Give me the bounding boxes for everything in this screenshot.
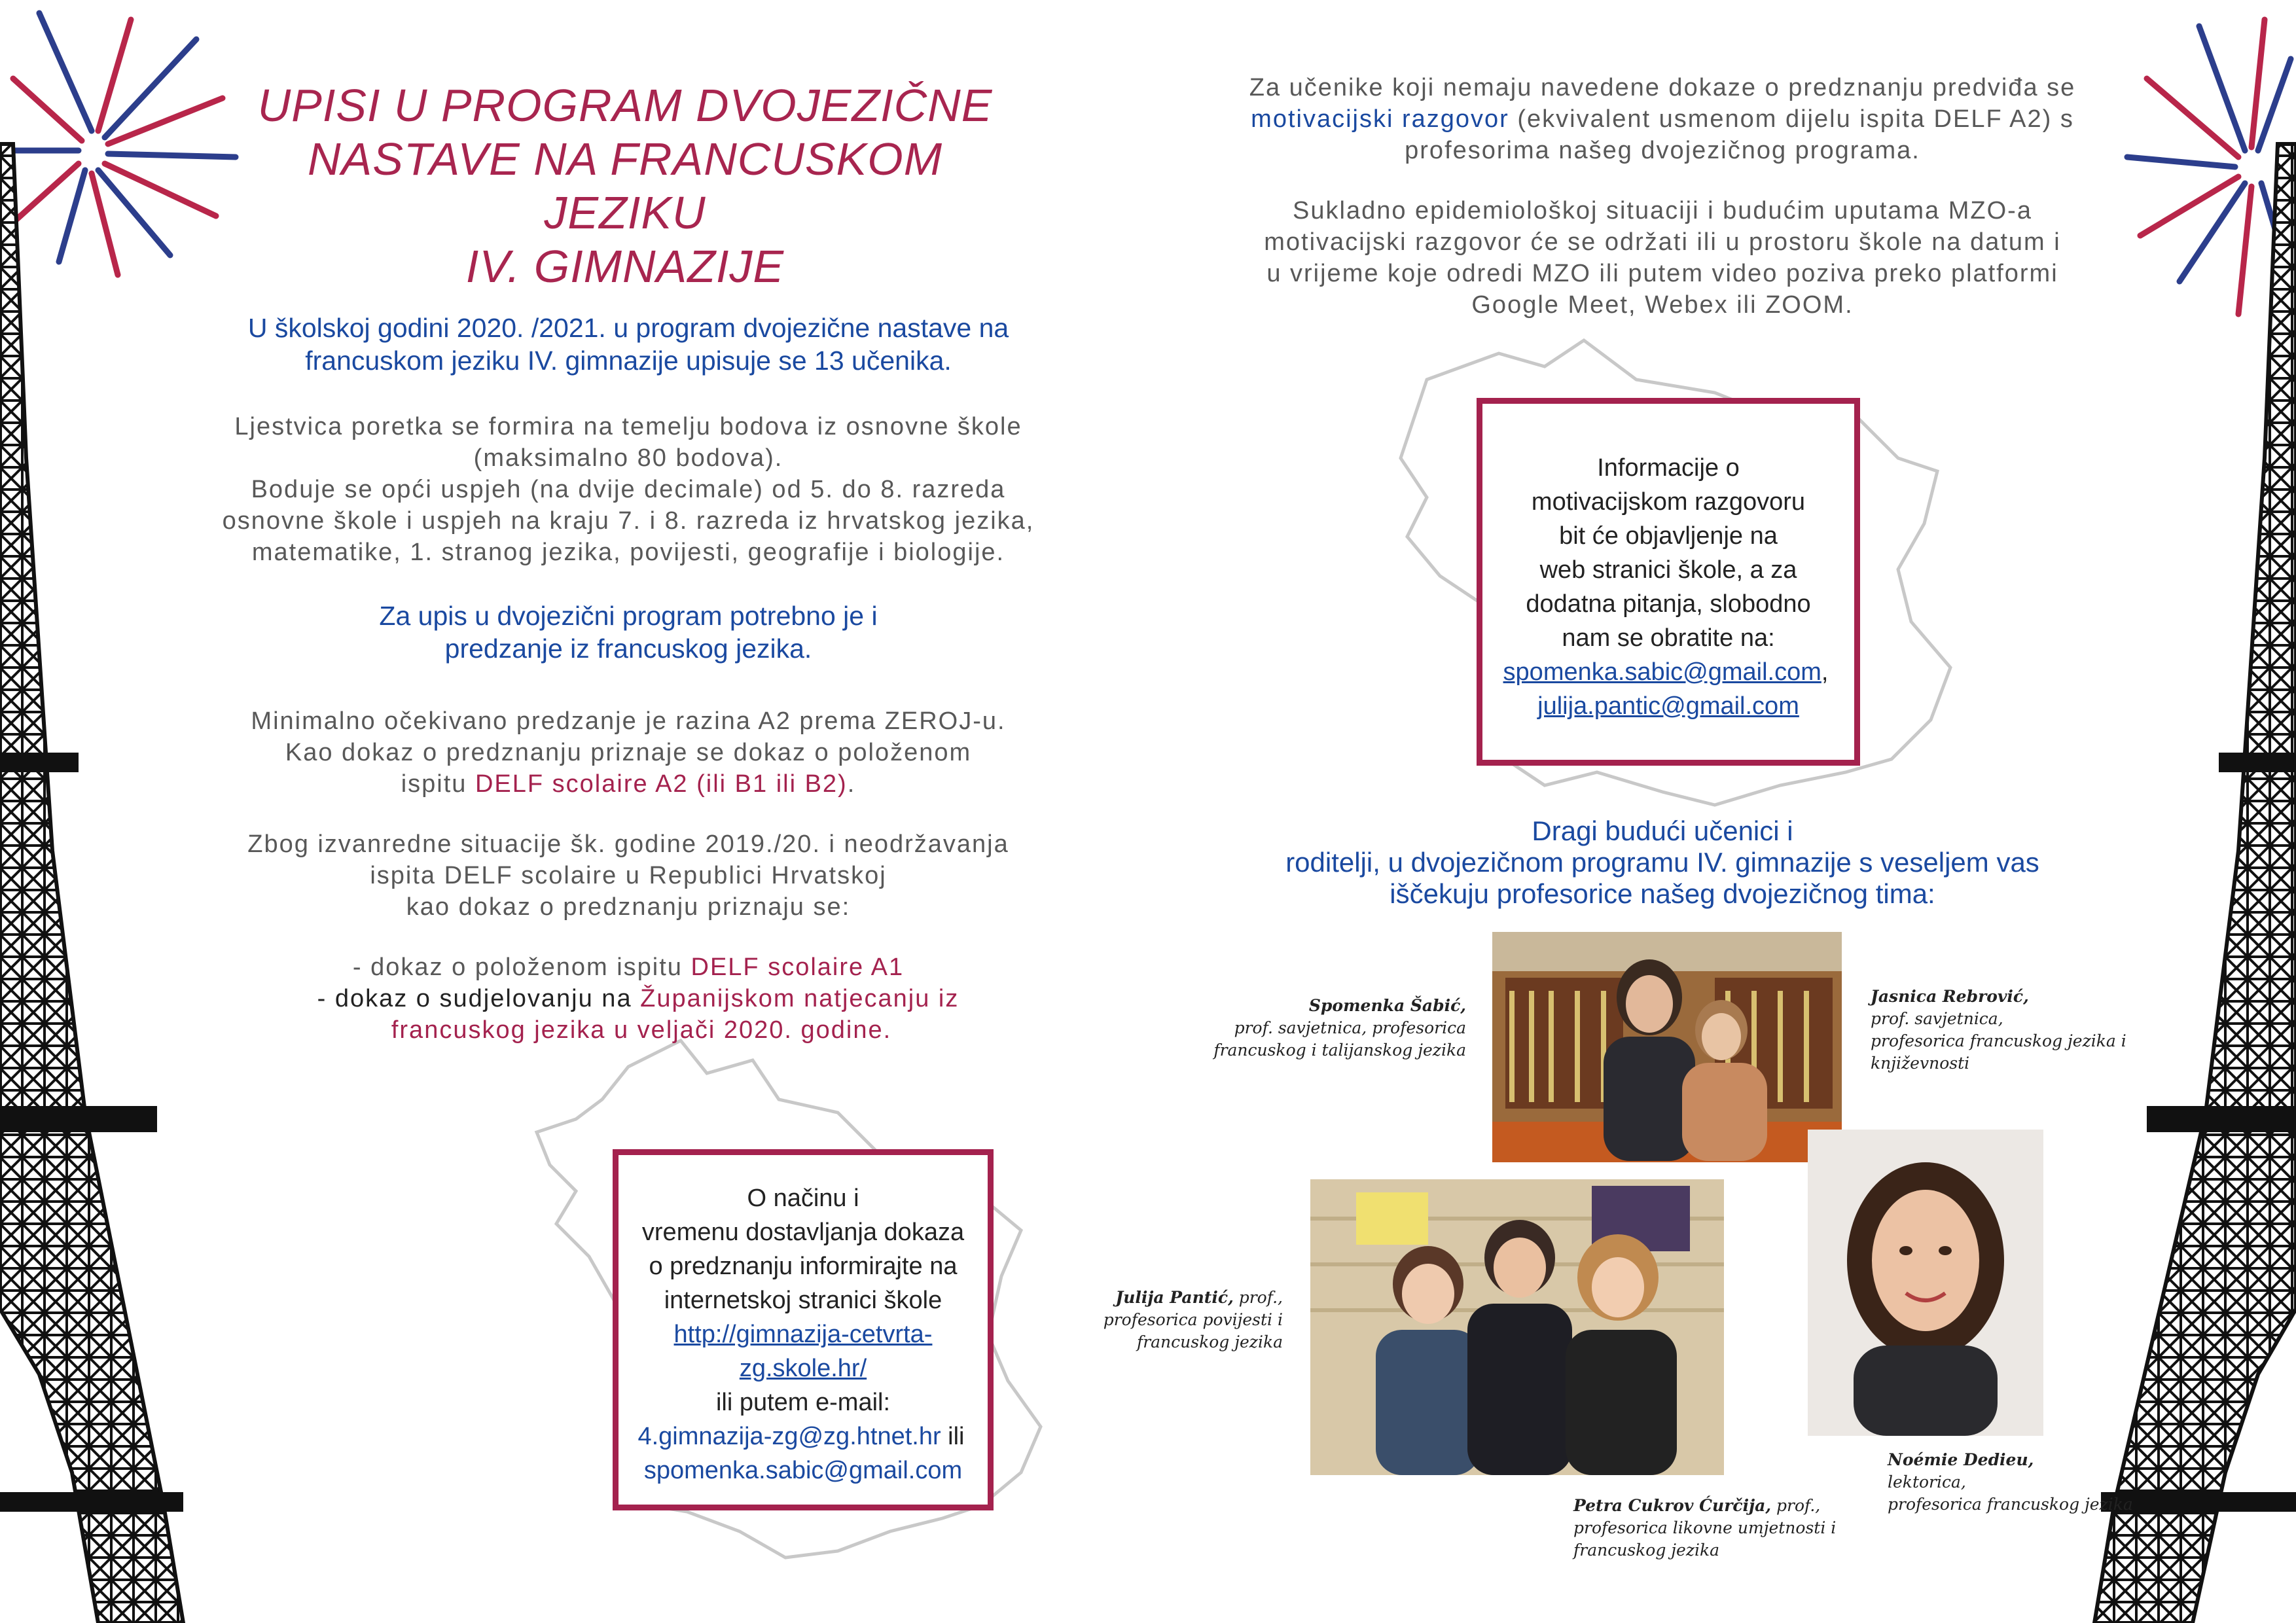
box-line: bit će objavljenje na <box>1559 522 1778 550</box>
box-line: vremenu dostavljanja dokaza <box>641 1219 965 1246</box>
box-line: internetskoj stranici škole <box>664 1287 942 1314</box>
covid-paragraph <box>151 829 1106 923</box>
curcija-name: Petra Cukrov Ćurčija, <box>1573 1496 1772 1515</box>
rebrovic-role: prof. savjetnica, <box>1871 1009 2003 1028</box>
greet-line: iščekuju profesorice našeg dvojezičnog tima: <box>1390 878 1935 909</box>
caption-curcija <box>1573 1495 1888 1561</box>
top-line-2-post: (ekvivalent usmenom dijelu ispita DELF A2) s <box>1509 105 2074 133</box>
req-line-1: Za upis u dvojezični program potrebno je i <box>379 601 878 631</box>
epi-line: u vrijeme koje odredi MZO ili putem video poziva preko platformi <box>1266 260 2058 287</box>
comma: , <box>1821 658 1829 686</box>
competition-highlight-2: francuskog jezika u veljači 2020. godine. <box>391 1016 892 1044</box>
dedieu-name: Noémie Dedieu, <box>1888 1450 2034 1469</box>
bullet-1-text: - dokaz o položenom ispitu <box>352 954 691 981</box>
min-line-3-pre: ispitu <box>401 770 475 798</box>
bullet-2-text: - dokaz o sudjelovanju na <box>317 985 641 1012</box>
page-title <box>223 79 1028 293</box>
greet-line: Dragi budući učenici i <box>1532 815 1793 846</box>
curcija-role: francuskog jezika <box>1573 1541 1720 1560</box>
caption-rebrovic <box>1871 986 2145 1075</box>
box-line: o predznanju informirajte na <box>649 1253 958 1280</box>
caption-pantic <box>1060 1287 1283 1353</box>
covid-line: ispita DELF scolaire u Republici Hrvatskoj <box>370 862 887 889</box>
ranking-line: osnovne škole i uspjeh na kraju 7. i 8. razreda iz hrvatskog jezika, <box>222 507 1035 535</box>
interview-highlight: motivacijski razgovor <box>1251 105 1509 133</box>
firework-right-icon <box>2127 20 2291 314</box>
firework-left-icon <box>7 13 236 275</box>
ranking-line: (maksimalno 80 bodova). <box>473 444 783 472</box>
intro-line-1: U školskoj godini 2020. /2021. u program dvojezične nastave na <box>247 313 1009 343</box>
sabic-name: Spomenka Šabić, <box>1308 996 1466 1015</box>
rebrovic-name: Jasnica Rebrović, <box>1871 987 2029 1006</box>
bullet-2 <box>151 983 1106 1014</box>
bullet-1 <box>151 952 1106 983</box>
ranking-line: matematike, 1. stranog jezika, povijesti, geografije i biologije. <box>251 539 1005 566</box>
right-info-box <box>1477 398 1860 766</box>
school-website-link[interactable]: http://gimnazija-cetvrta- <box>673 1321 933 1348</box>
delf-a2-highlight: DELF scolaire A2 (ili B1 ili B2) <box>475 770 848 798</box>
requirement-heading <box>151 599 1106 665</box>
school-email-link[interactable]: 4.gimnazija-zg@zg.htnet.hr <box>637 1423 941 1450</box>
curcija-role: profesorica likovne umjetnosti i <box>1573 1518 1837 1537</box>
teacher-photo-3 <box>1808 1130 2043 1436</box>
teachers-photo-1 <box>1492 932 1842 1162</box>
left-info-box <box>613 1149 994 1510</box>
dedieu-role: lektorica, <box>1888 1472 1966 1491</box>
title-line-2: NASTAVE NA FRANCUSKOM JEZIKU <box>307 134 943 238</box>
box-line: Informacije o <box>1597 454 1740 482</box>
min-line-3 <box>151 768 1106 800</box>
pantic-prof: prof., <box>1233 1288 1283 1307</box>
greeting-heading <box>1178 815 2147 910</box>
box-line: nam se obratite na: <box>1562 624 1775 652</box>
ranking-line: Boduje se opći uspjeh (na dvije decimale) od 5. do 8. razreda <box>251 476 1006 503</box>
rebrovic-role: profesorica francuskog jezika i <box>1871 1031 2126 1050</box>
box-line: ili putem e-mail: <box>715 1389 891 1416</box>
box-line: web stranici škole, a za <box>1539 556 1797 584</box>
covid-line: kao dokaz o predznanju priznaju se: <box>406 893 851 921</box>
min-line-3-post: . <box>847 770 856 798</box>
box-line: O načinu i <box>747 1185 859 1212</box>
sabic-email-link[interactable]: spomenka.sabic@gmail.com <box>643 1457 963 1484</box>
pantic-role: profesorica povijesti i <box>1103 1310 1283 1329</box>
intro-heading <box>151 312 1106 377</box>
box-line: motivacijskom razgovoru <box>1531 488 1806 516</box>
minimum-paragraph <box>151 705 1106 800</box>
epi-line: motivacijski razgovor će se održati ili u prostoru škole na datum i <box>1264 228 2061 256</box>
teachers-photo-2 <box>1310 1179 1724 1475</box>
epi-line: Sukladno epidemiološkoj situaciji i budućim uputama MZO-a <box>1293 197 2032 224</box>
box-or-text: ili <box>941 1423 965 1450</box>
title-line-3: IV. GIMNAZIJE <box>465 241 785 292</box>
min-line-2: Kao dokaz o predznanju priznaje se dokaz o položenom <box>285 739 972 766</box>
ranking-paragraph <box>151 411 1106 568</box>
pantic-name: Julija Pantić, <box>1115 1288 1234 1307</box>
epidemic-paragraph <box>1178 195 2147 321</box>
top-line-2 <box>1178 103 2147 135</box>
delf-a1-highlight: DELF scolaire A1 <box>691 954 905 981</box>
greet-line: roditelji, u dvojezičnom programu IV. gimnazije s veseljem vas <box>1285 847 2039 878</box>
epi-line: Google Meet, Webex ili ZOOM. <box>1471 291 1854 319</box>
dedieu-role: profesorica francuskog jezika <box>1888 1495 2133 1514</box>
competition-highlight: Županijskom natjecanju iz <box>640 985 960 1012</box>
school-website-link-cont[interactable]: zg.skole.hr/ <box>739 1355 867 1382</box>
pantic-email-link[interactable]: julija.pantic@gmail.com <box>1537 692 1799 720</box>
top-line-1: Za učenike koji nemaju navedene dokaze o predznanju predviđa se <box>1249 74 2076 101</box>
interview-paragraph <box>1178 72 2147 166</box>
covid-line: Zbog izvanredne situacije šk. godine 2019./20. i neodržavanja <box>247 830 1009 858</box>
intro-line-2: francuskom jeziku IV. gimnazije upisuje se 13 učenika. <box>305 346 952 376</box>
caption-dedieu <box>1888 1449 2176 1516</box>
box-line: dodatna pitanja, slobodno <box>1526 590 1811 618</box>
caption-sabic <box>1139 995 1466 1061</box>
req-line-2: predzanje iz francuskog jezika. <box>444 633 812 664</box>
top-line-3: profesorima našeg dvojezičnog programa. <box>1405 137 1920 164</box>
sabic-role: prof. savjetnica, profesorica <box>1234 1018 1466 1037</box>
proof-bullets <box>151 952 1106 1046</box>
ranking-line: Ljestvica poretka se formira na temelju bodova iz osnovne škole <box>234 413 1022 440</box>
rebrovic-role: književnosti <box>1871 1054 1970 1073</box>
sabic-role: francuskog i talijanskog jezika <box>1213 1041 1466 1060</box>
sabic-email-link-right[interactable]: spomenka.sabic@gmail.com <box>1503 658 1821 686</box>
pantic-role: francuskog jezika <box>1136 1332 1283 1351</box>
curcija-prof: prof., <box>1771 1496 1821 1515</box>
min-line-1: Minimalno očekivano predzanje je razina A2 prema ZEROJ-u. <box>251 707 1006 735</box>
title-line-1: UPISI U PROGRAM DVOJEZIČNE <box>257 80 993 131</box>
